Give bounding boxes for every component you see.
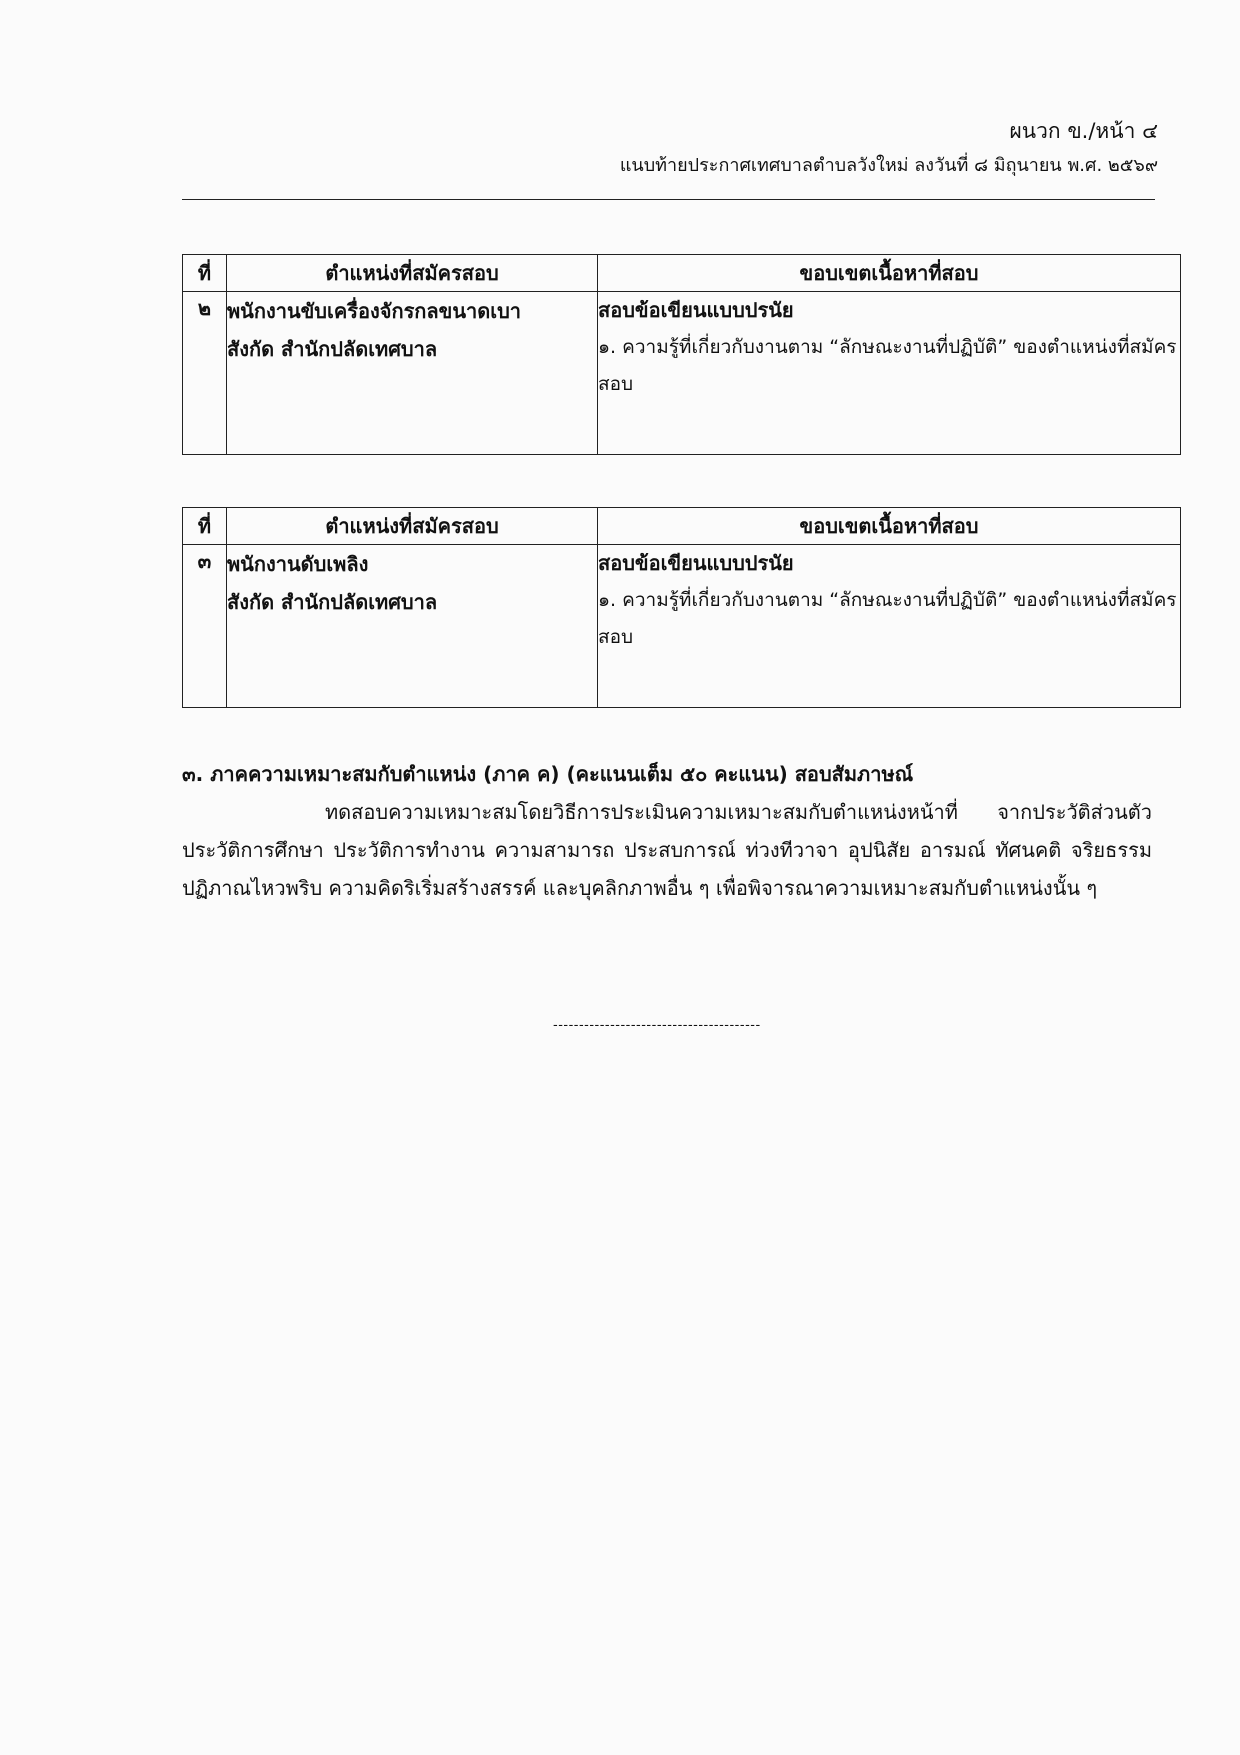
scope-text: ๑. ความรู้ที่เกี่ยวกับงานตาม “ลักษณะงานที่ปฏิบัติ” ของตำแหน่งที่สมัครสอบ — [598, 589, 1177, 648]
position-department: สังกัด สำนักปลัดเทศบาล — [227, 590, 438, 614]
header-divider — [182, 199, 1155, 200]
exam-table-2 — [182, 507, 1181, 708]
column-header-position: ตำแหน่งที่สมัครสอบ — [227, 255, 598, 292]
appendix-page-label: ผนวก ข./หน้า ๔ — [1009, 119, 1158, 143]
section-3-paragraph: ทดสอบความเหมาะสมโดยวิธีการประเมินความเหมาะสมกับตำแหน่งหน้าที่ จากประวัติส่วนตัว ประวัติการศึกษา ประวัติการทำงาน ความสามารถ ประสบการณ์ ท่วงทีวาจา อุปนิสัย อารมณ์ ทัศนคติ จริยธรรม ปฏิภาณไหวพริบ ความคิดริเริ่มสร้างสรรค์ และบุคลิกภาพอื่น ๆ เพื่อพิจารณาความเหมาะสมกับตำแหน่งนั้น ๆ — [182, 800, 1152, 900]
scope-cell — [598, 545, 1181, 708]
row-number: ๓ — [183, 545, 227, 708]
column-header-no: ที่ — [183, 508, 227, 545]
end-of-document-mark: ---------------------------------------- — [553, 1018, 761, 1033]
table-header-row — [183, 255, 1181, 292]
position-cell — [227, 292, 598, 455]
table-header-row — [183, 508, 1181, 545]
position-title: พนักงานขับเครื่องจักรกลขนาดเบา — [227, 299, 521, 323]
column-header-no: ที่ — [183, 255, 227, 292]
column-header-scope: ขอบเขตเนื้อหาที่สอบ — [598, 508, 1181, 545]
row-number: ๒ — [183, 292, 227, 455]
position-department: สังกัด สำนักปลัดเทศบาล — [227, 337, 438, 361]
scope-cell — [598, 292, 1181, 455]
section-3-title: ๓. ภาคความเหมาะสมกับตำแหน่ง (ภาค ค) (คะแนนเต็ม ๕๐ คะแนน) สอบสัมภาษณ์ — [182, 762, 914, 786]
scope-heading: สอบข้อเขียนแบบปรนัย — [598, 298, 794, 322]
position-title: พนักงานดับเพลิง — [227, 552, 369, 576]
scope-heading: สอบข้อเขียนแบบปรนัย — [598, 551, 794, 575]
position-cell — [227, 545, 598, 708]
announcement-reference: แนบท้ายประกาศเทศบาลตำบลวังใหม่ ลงวันที่ ๘ มิถุนายน พ.ศ. ๒๕๖๙ — [619, 155, 1158, 176]
exam-table-1 — [182, 254, 1181, 455]
table-row — [183, 292, 1181, 455]
scope-text: ๑. ความรู้ที่เกี่ยวกับงานตาม “ลักษณะงานที่ปฏิบัติ” ของตำแหน่งที่สมัครสอบ — [598, 336, 1177, 395]
section-3 — [182, 755, 1152, 907]
column-header-position: ตำแหน่งที่สมัครสอบ — [227, 508, 598, 545]
column-header-scope: ขอบเขตเนื้อหาที่สอบ — [598, 255, 1181, 292]
table-row — [183, 545, 1181, 708]
